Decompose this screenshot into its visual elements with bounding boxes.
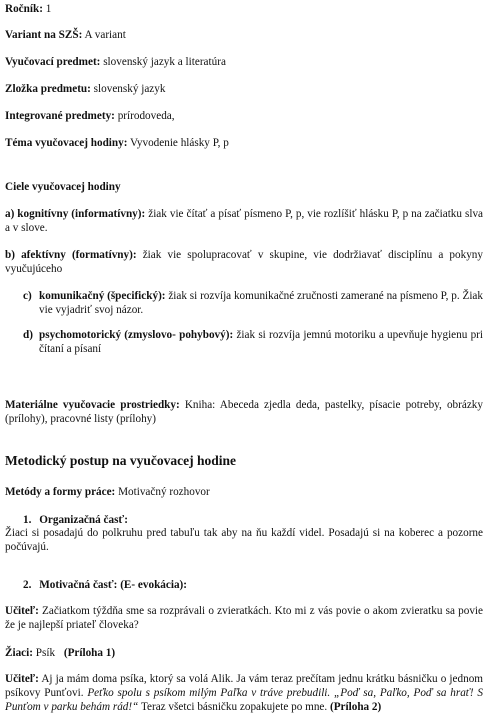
section-2-heading <box>23 578 187 592</box>
ucitel-2-paragraph <box>5 672 483 714</box>
section-1-number: 1. <box>23 514 32 526</box>
variant-line <box>5 28 126 42</box>
ciel-a-text: žiak vie čítať a písať písmeno P, p, vie rozlíšiť hlásku P, p na začiatku slva a v slove. <box>5 208 484 234</box>
materialne-label: Materiálne vyučovacie prostriedky: <box>5 399 180 411</box>
ciel-d-label: psychomotorický (zmyslovo- pohybový): <box>39 329 234 341</box>
metody-value: Motivačný rozhovor <box>118 486 210 498</box>
section-1-heading <box>23 513 128 527</box>
predmet-value: slovenský jazyk a literatúra <box>103 56 226 68</box>
rocnik-label: Ročník: <box>5 3 43 15</box>
ucitel-2-poem: Peťko spolu s psíkom milým Paľka v tráve prebudili. „Poď sa, Paľko, Poď sa hrať! S Punťom v parku behám rád!“ <box>5 687 483 713</box>
materialne-paragraph <box>5 398 483 426</box>
zlozka-label: Zložka predmetu: <box>5 83 91 95</box>
tema-label: Téma vyučovacej hodiny: <box>5 137 128 149</box>
predmet-label: Vyučovací predmet: <box>5 56 101 68</box>
variant-label: Variant na SZŠ: <box>5 29 83 41</box>
ucitel-2-label: Učiteľ: <box>5 673 39 685</box>
ciel-a-label: a) kognitívny (informatívny): <box>5 208 146 220</box>
ucitel-2-text2: Teraz všetci básničku zopakujete po mne. <box>140 701 328 713</box>
ziaci-text: Psík <box>35 647 56 659</box>
integrovane-line <box>5 109 175 123</box>
ciele-heading: Ciele vyučovacej hodiny <box>5 181 121 193</box>
ciel-c <box>39 289 483 317</box>
ucitel-1-label: Učiteľ: <box>5 605 39 617</box>
ciel-c-marker: c) <box>23 290 32 302</box>
ciel-d <box>39 328 483 356</box>
ciel-b-text: žiak vie spolupracovať v skupine, vie dodržiavať disciplínu a pokyny vyučujúceho <box>5 249 483 275</box>
variant-value: A variant <box>84 29 126 41</box>
ucitel-2-priloha: (Príloha 2) <box>329 701 382 713</box>
zlozka-line <box>5 82 165 96</box>
ciel-b-label: b) afektívny (formatívny): <box>5 249 137 261</box>
integrovane-value: prírodoveda, <box>117 110 175 122</box>
metody-label: Metódy a formy práce: <box>5 486 116 498</box>
section-2-number: 2. <box>23 579 32 591</box>
rocnik-value: 1 <box>45 3 52 15</box>
ziaci-priloha: (Príloha 1) <box>63 647 116 659</box>
ucitel-1-text: Začiatkom týždňa sme sa rozprávali o zvieratkách. Kto mi z vás povie o akom zvieratku sa povie že je najlepší priateľ človeka? <box>5 605 484 631</box>
tema-value: Vyvodenie hlásky P, p <box>130 137 229 149</box>
section-1-title: Organizačná časť: <box>39 514 128 526</box>
predmet-line <box>5 55 226 69</box>
ziaci-label: Žiaci: <box>5 647 33 659</box>
rocnik-line <box>5 2 51 16</box>
ciel-c-label: komunikačný (špecifický): <box>39 290 166 302</box>
ciel-c-text: žiak si rozvíja komunikačné zručnosti zamerané na písmeno P, p. Žiak vie vyjadriť svoj názor. <box>39 290 483 316</box>
ucitel-2-text1: Aj ja mám doma psíka, ktorý sa volá Alik. Ja vám teraz prečítam jednu krátku básničku o jednom psíkovy Punťovi. <box>5 673 483 699</box>
metodicky-heading: Metodický postup na vyučovacej hodine <box>5 453 237 468</box>
tema-line <box>5 136 229 150</box>
metody-line <box>5 485 210 499</box>
ziaci-line <box>5 646 115 660</box>
ciel-d-text: žiak si rozvíja jemnú motoriku a upevňuje hygienu pri čítaní a písaní <box>39 329 484 355</box>
materialne-text: Kniha: Abeceda zjedla deda, pastelky, písacie potreby, obrázky (prílohy), pracovné listy (prílohy) <box>5 399 483 425</box>
section-2-title: Motivačná časť: (E- evokácia): <box>39 579 188 591</box>
zlozka-value: slovenský jazyk <box>93 83 166 95</box>
integrovane-label: Integrované predmety: <box>5 110 115 122</box>
ucitel-1-paragraph <box>5 604 483 632</box>
section-1-text: Žiaci si posadajú do polkruhu pred tabuľu tak aby na ňu každí videl. Posadajú si na koberec a pozorne počúvajú. <box>5 527 483 553</box>
ciel-d-marker: d) <box>23 329 33 341</box>
ciel-b <box>5 248 483 276</box>
ciel-a <box>5 207 483 235</box>
